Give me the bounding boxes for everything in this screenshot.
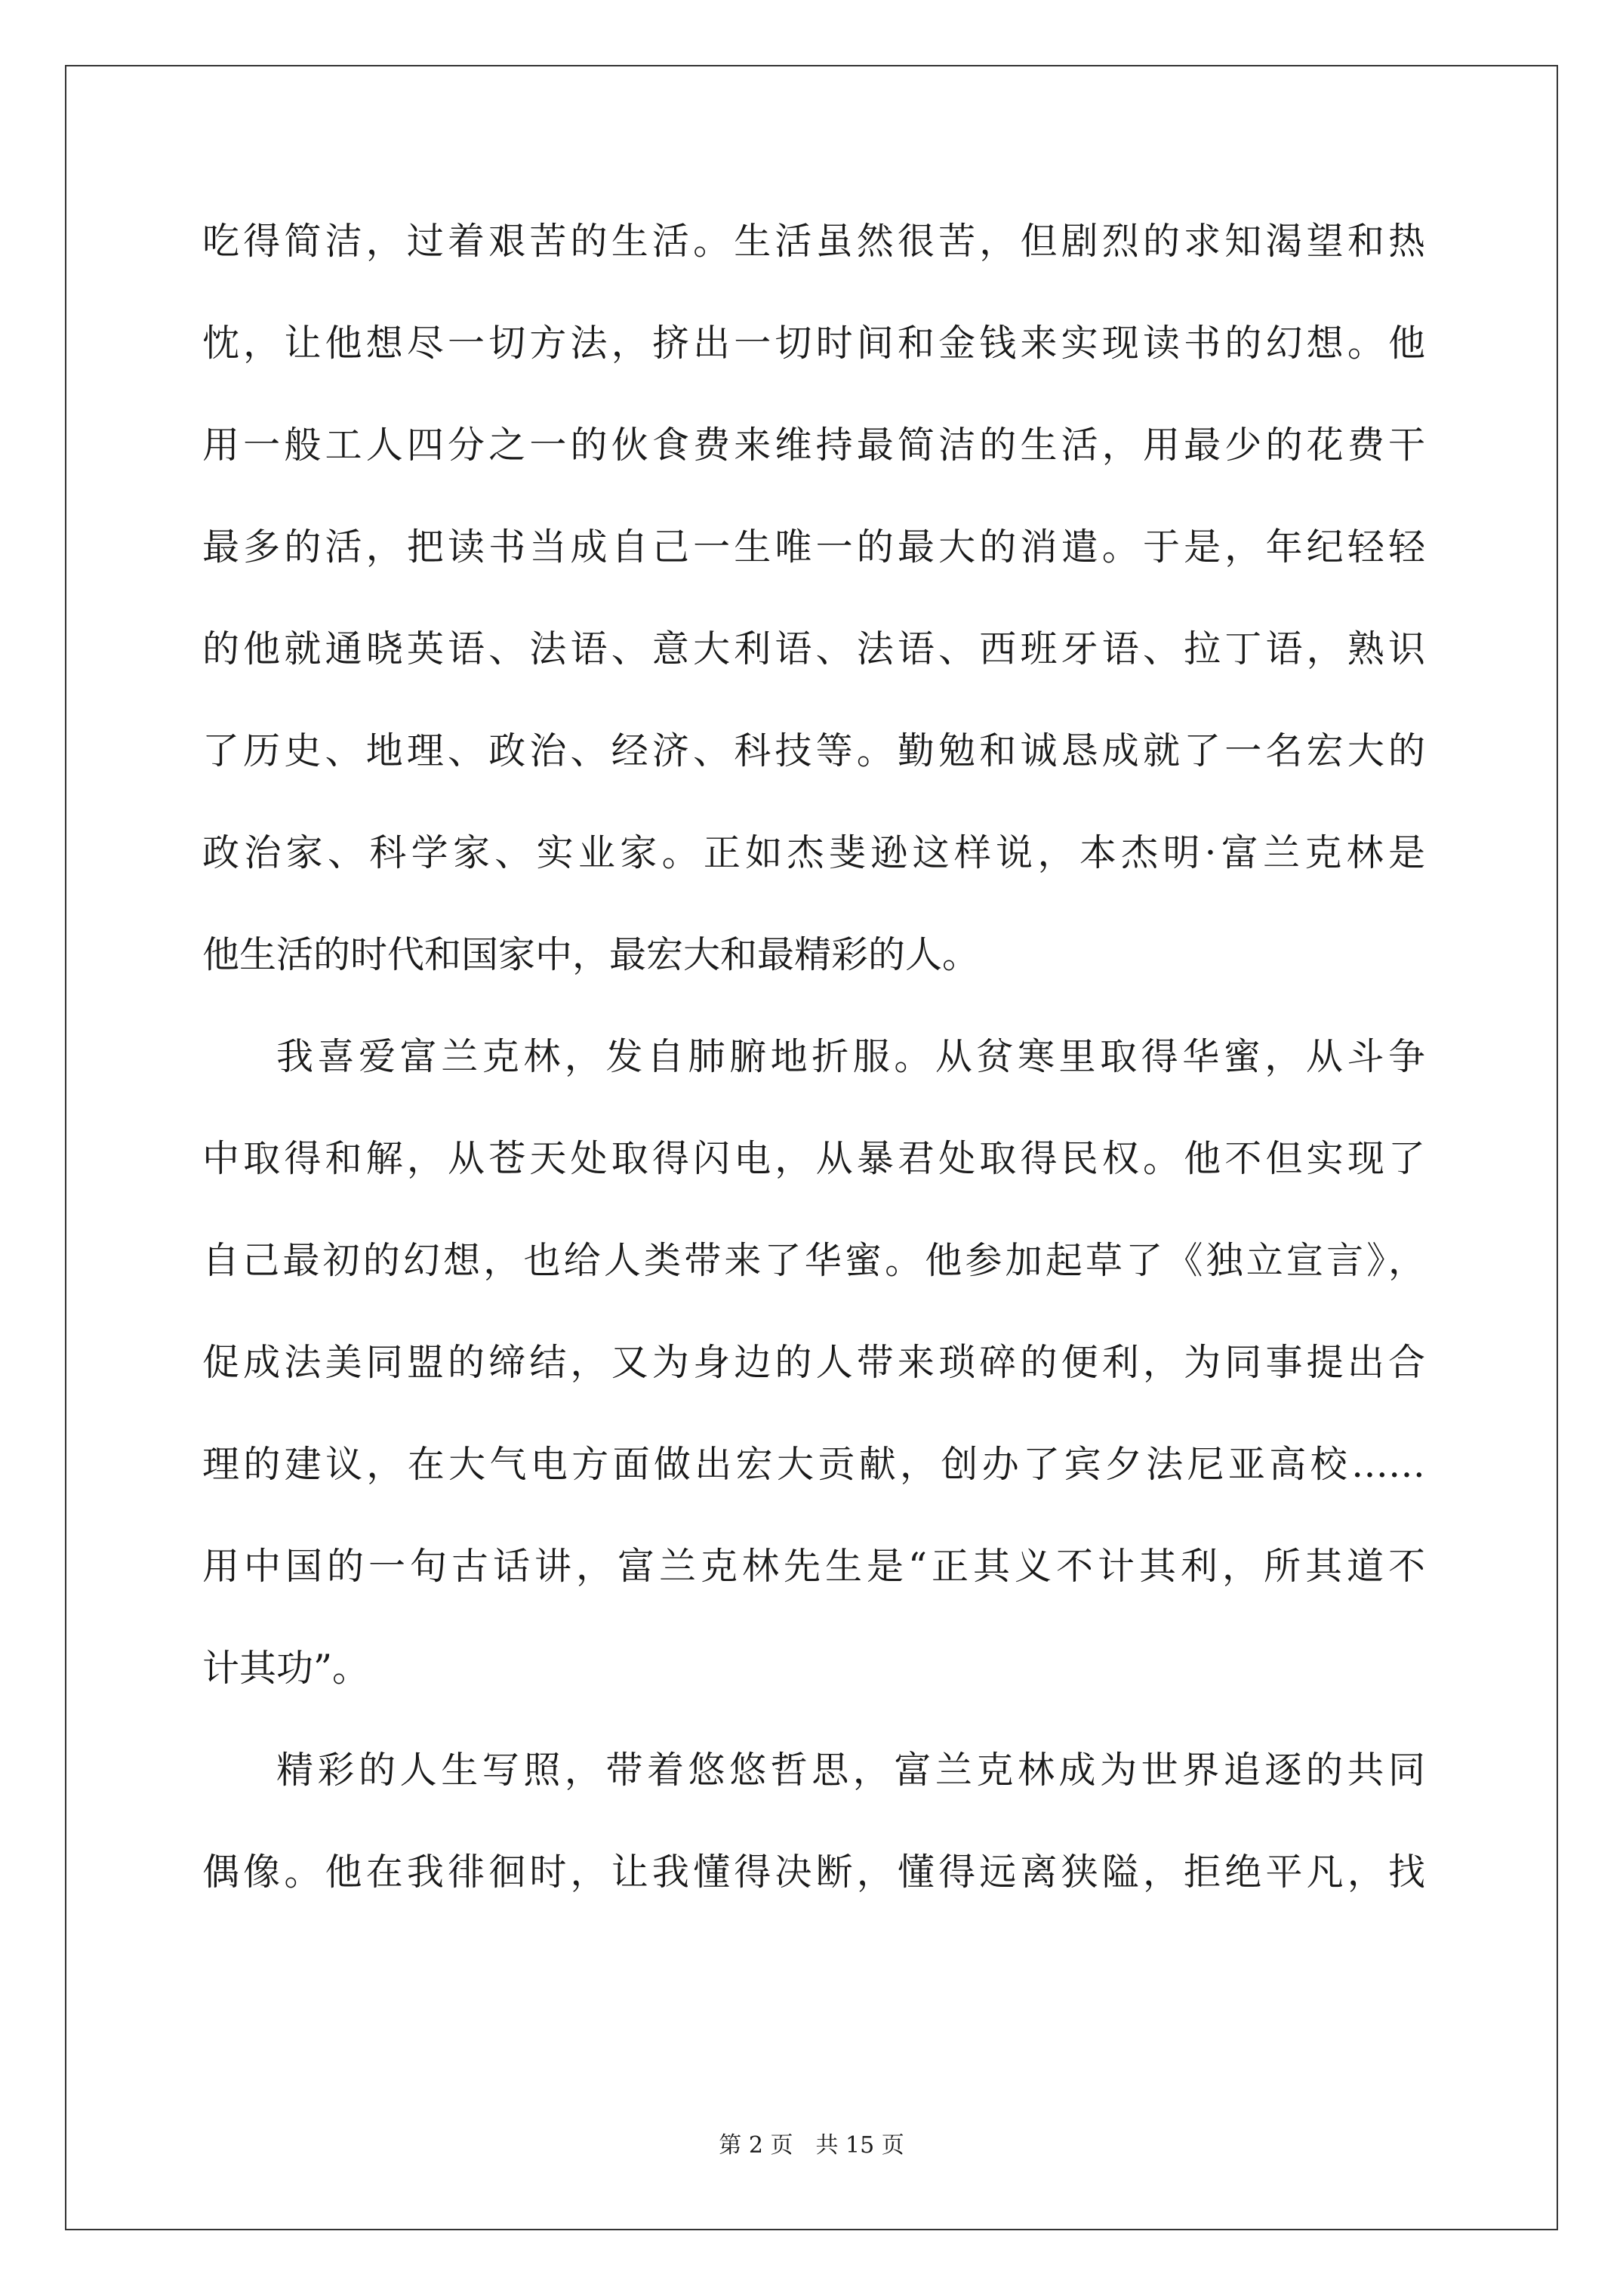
text-line: 偶像。他在我徘徊时，让我懂得决断，懂得远离狭隘，拒绝平凡，找 [202, 1851, 1425, 1894]
page-number: 第 2 页 [719, 2132, 793, 2159]
text-line: 计其功”。 [202, 1647, 370, 1690]
text-line: 最多的活，把读书当成自己一生唯一的最大的消遣。于是，年纪轻轻 [202, 525, 1425, 569]
paragraph-1 [202, 204, 1425, 1019]
text-line: 吃得简洁，过着艰苦的生活。生活虽然很苦，但剧烈的求知渴望和热 [202, 220, 1425, 263]
page-total: 共 15 页 [815, 2132, 904, 2159]
text-line: 促成法美同盟的缔结，又为身边的人带来琐碎的便利，为同事提出合 [202, 1341, 1425, 1384]
text-line: 精彩的人生写照，带着悠悠哲思，富兰克林成为世界追逐的共同 [276, 1749, 1425, 1792]
text-line: 忱，让他想尽一切方法，挤出一切时间和金钱来实现读书的幻想。他 [202, 322, 1425, 365]
page-footer [0, 2131, 1623, 2161]
document-body [202, 204, 1425, 1937]
paragraph-2 [202, 1019, 1425, 1733]
text-line: 中取得和解，从苍天处取得闪电，从暴君处取得民权。他不但实现了 [202, 1137, 1425, 1180]
paragraph-3 [202, 1733, 1425, 1937]
text-line: 我喜爱富兰克林，发自肺腑地折服。从贫寒里取得华蜜，从斗争 [276, 1035, 1425, 1078]
text-line: 用中国的一句古话讲，富兰克林先生是“正其义不计其利，所其道不 [202, 1545, 1425, 1588]
text-line: 自己最初的幻想，也给人类带来了华蜜。他参加起草了《独立宣言》， [202, 1239, 1425, 1282]
text-line: 了历史、地理、政治、经济、科技等。勤勉和诚恳成就了一名宏大的 [202, 729, 1425, 772]
text-line: 理的建议，在大气电方面做出宏大贡献，创办了宾夕法尼亚高校…… [202, 1443, 1425, 1486]
text-line: 用一般工人四分之一的伙食费来维持最简洁的生活，用最少的花费干 [202, 424, 1425, 467]
text-line: 他生活的时代和国家中，最宏大和最精彩的人。 [202, 933, 980, 976]
text-line: 的他就通晓英语、法语、意大利语、法语、西班牙语、拉丁语，熟识 [202, 627, 1425, 670]
text-line: 政治家、科学家、实业家。正如杰斐逊这样说，本杰明·富兰克林是 [202, 831, 1425, 874]
